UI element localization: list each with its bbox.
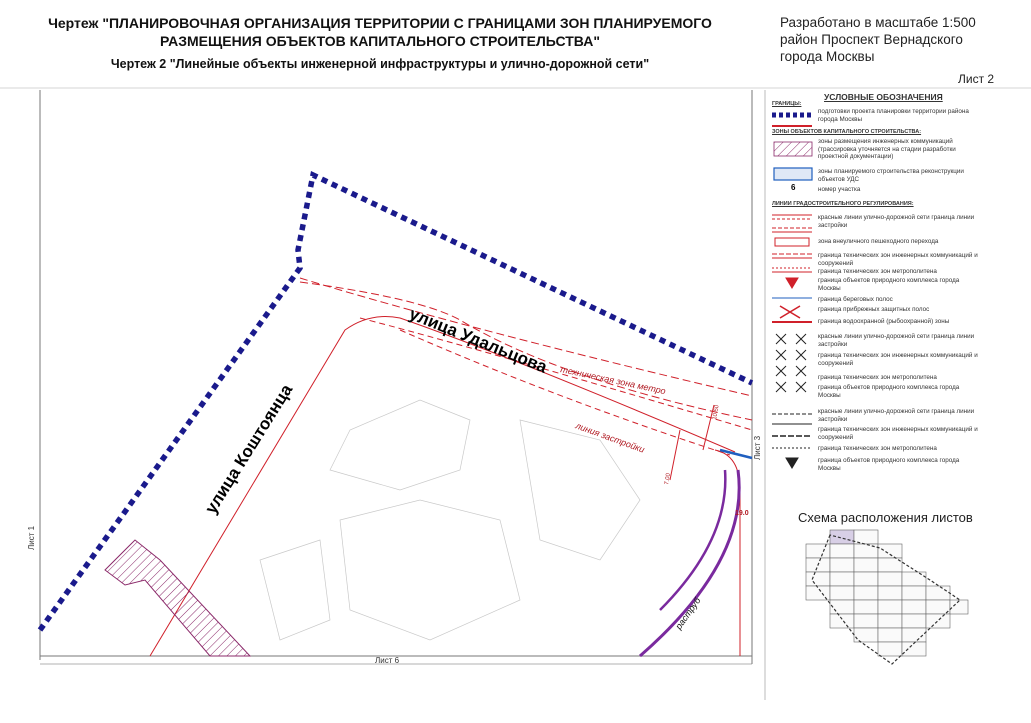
street-label-udaltsova: улица Удальцова xyxy=(406,304,550,377)
legend-section-zones: ЗОНЫ ОБЪЕКТОВ КАПИТАЛЬНОГО СТРОИТЕЛЬСТВА: xyxy=(772,129,922,135)
legend-item: зоны размещения инженерных коммуникаций (трассировка уточняется на стадии разработки проектной документации) xyxy=(818,138,956,160)
sheet-label-left: Лист 1 xyxy=(27,525,36,550)
city-name: города Москвы xyxy=(780,49,875,64)
legend-item: граница прибрежных защитных полос xyxy=(818,306,930,313)
rastrub-label: раструб xyxy=(673,595,703,632)
scale-note: Разработано в масштабе 1:500 xyxy=(780,15,976,30)
metro-zone-label: техническая зона метро xyxy=(559,364,667,397)
sheet-scheme xyxy=(806,530,968,664)
legend-item: зона внеуличного пешеходного перехода xyxy=(818,238,939,245)
dimension-label-3: 19.0 xyxy=(735,510,749,517)
legend-item: граница технических зон метрополитена xyxy=(818,445,937,452)
legend-item: красные линии улично-дорожной сети граница линии застройки xyxy=(818,333,975,348)
rastrub-line-inner xyxy=(660,470,725,610)
street-label-koshtoyantsa: улица Коштоянца xyxy=(201,380,297,518)
build-line-label: линия застройки xyxy=(574,420,646,455)
legend-item: граница водоохранной (рыбоохранной) зоны xyxy=(818,318,950,325)
district-name: район Проспект Вернадского xyxy=(780,32,963,47)
header-subtitle: Чертеж 2 "Линейные объекты инженерной инфраструктуры и улично-дорожной сети" xyxy=(110,57,650,71)
faint-site-outlines xyxy=(260,400,640,640)
legend-item: красные линии улично-дорожной сети граница линии застройки xyxy=(818,214,975,229)
dimension-label-2: 7.00 xyxy=(664,472,672,486)
dimension-label-1: 10.50 xyxy=(712,404,721,421)
legend-item: зоны планируемого строительства реконструкции объектов УДС xyxy=(818,168,964,183)
sheet-label-bottom: Лист 6 xyxy=(375,656,400,665)
sheet-number: Лист 2 xyxy=(958,72,995,86)
legend-item: граница технических зон инженерных коммуникаций и сооружений xyxy=(818,352,978,367)
legend-section-borders: ГРАНИЦЫ: xyxy=(772,101,802,107)
header-line-1: Чертеж "ПЛАНИРОВОЧНАЯ ОРГАНИЗАЦИЯ ТЕРРИТОРИИ С ГРАНИЦАМИ ЗОН ПЛАНИРУЕМОГО xyxy=(48,15,712,31)
legend-section-lines: ЛИНИИ ГРАДОСТРОИТЕЛЬНОГО РЕГУЛИРОВАНИЯ: xyxy=(772,201,914,207)
sheet-label-right: Лист 3 xyxy=(753,435,762,460)
legend-item: граница технических зон метрополитена xyxy=(818,268,937,275)
header-line-2: РАЗМЕЩЕНИЯ ОБЪЕКТОВ КАПИТАЛЬНОГО СТРОИТЕЛЬСТВА" xyxy=(160,33,600,49)
legend-item: граница объектов природного комплекса города Москвы xyxy=(818,457,960,472)
scheme-title: Схема расположения листов xyxy=(798,510,973,525)
legend-item: граница технических зон инженерных коммуникаций и сооружений xyxy=(818,426,978,441)
legend-title: УСЛОВНЫЕ ОБОЗНАЧЕНИЯ xyxy=(824,92,943,102)
legend-item: подготовки проекта планировки территории района города Москвы xyxy=(818,108,969,123)
legend-parcel-number: 6 xyxy=(791,183,796,192)
legend-item: граница объектов природного комплекса города Москвы xyxy=(818,277,960,292)
legend-item: красные линии улично-дорожной сети граница линии застройки xyxy=(818,408,975,423)
legend-item: граница технических зон метрополитена xyxy=(818,374,937,381)
hatched-utility-zone xyxy=(105,540,250,656)
legend-item: номер участка xyxy=(818,186,861,193)
legend-item: граница объектов природного комплекса города Москвы xyxy=(818,384,960,399)
legend-panel xyxy=(770,90,985,500)
legend-item: граница технических зон инженерных коммуникаций и сооружений xyxy=(818,252,978,267)
legend-item: граница береговых полос xyxy=(818,296,893,303)
